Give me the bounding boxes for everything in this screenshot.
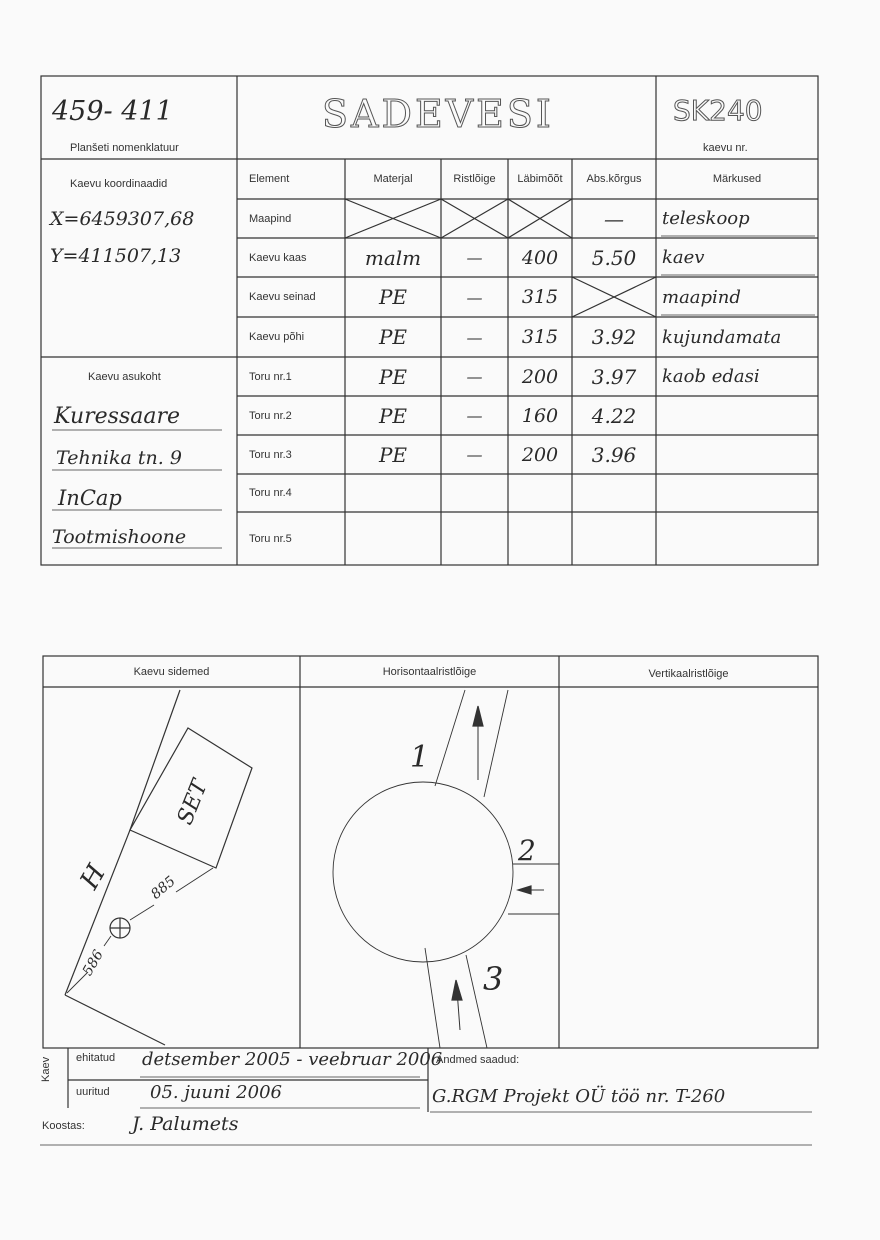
header-remarks: Märkused [712,173,762,185]
pipe-number: 2 [518,834,536,867]
distance-label: 885 [147,873,179,903]
material-cell: malm [364,245,422,270]
diameter-cell [508,199,572,238]
panel-label-connections: Kaevu sidemed [133,666,210,678]
remarks-cell: kujundamata [662,326,782,348]
nomenclature-label: Planšeti nomenklatuur [70,142,179,154]
pipe-number: 3 [483,960,504,998]
remarks-cell [656,474,818,512]
cross-section-cell: — [466,287,483,307]
element-cell: Kaevu kaas [249,251,307,264]
building-label: SET [172,776,214,829]
kaev-label: Kaev [40,1056,52,1082]
remarks-cell [656,512,818,565]
y-coordinate: Y=411507,13 [50,245,182,267]
cross-section-cell: — [466,327,483,347]
header-element: Element [249,173,290,185]
diameter-cell: 400 [521,246,559,269]
compiled-by-value: J. Palumets [132,1113,239,1135]
cross-section-cell: — [466,406,483,425]
wall-letter: H [74,859,113,895]
abs-height-cell [572,512,656,565]
form-title: SADEVESI [322,92,554,136]
element-cell: Kaevu seinad [249,291,316,303]
panel-label-vertical-section: Vertikaalristlõige [648,668,729,680]
element-cell: Kaevu põhi [249,331,305,343]
well-number-value: SK240 [673,94,763,127]
abs-height-cell: 3.96 [591,442,637,467]
built-value: detsember 2005 - veebruar 2006 [142,1049,443,1070]
location-line: Tehnika tn. 9 [56,447,182,469]
abs-height-cell: 3.92 [591,325,637,349]
location-line: Tootmishoone [52,526,187,548]
remarks-cell: kaev [662,247,705,268]
remarks-cell [656,435,818,474]
header-cross-section: Ristlõige [453,173,496,185]
element-cell: Toru nr.2 [249,409,292,422]
material-cell: PE [378,364,408,389]
data-source-label: Andmed saadud: [436,1054,520,1066]
location-label: Kaevu asukoht [88,371,161,383]
cross-section-cell [441,512,508,565]
location-line: Kuressaare [54,404,181,429]
material-cell [345,512,441,565]
remarks-cell [656,396,818,435]
cross-section-cell: — [466,445,483,464]
diameter-cell: 315 [521,326,559,348]
material-cell: PE [378,403,408,428]
distance-label: 586 [79,947,107,979]
element-cell: Toru nr.5 [249,532,292,545]
abs-height-cell: 3.97 [591,364,637,389]
material-cell: PE [378,325,408,349]
remarks-cell: teleskoop [662,208,750,229]
element-cell: Maapind [249,212,292,225]
diameter-cell: 160 [521,404,559,427]
abs-height-cell [572,277,656,317]
diameter-cell: 315 [521,286,559,308]
element-cell: Toru nr.3 [249,448,292,461]
header-abs-height: Abs.kõrgus [586,173,642,185]
abs-height-cell [572,474,656,512]
x-coordinate: X=6459307,68 [50,208,195,230]
element-cell: Toru nr.4 [249,487,292,499]
material-cell [345,199,441,238]
diameter-cell: 200 [521,365,559,388]
header-material: Materjal [373,173,413,185]
diameter-cell: 200 [521,443,559,466]
abs-height-cell: 5.50 [591,245,637,270]
remarks-cell: maapind [662,286,741,308]
material-cell [345,474,441,512]
location-line: InCap [58,486,122,510]
coordinates-label: Kaevu koordinaadid [70,178,168,190]
header-diameter: Läbimõõt [517,173,563,185]
nomenclature-value: 459- 411 [52,96,173,127]
surveyed-value: 05. juuni 2006 [150,1082,282,1103]
abs-height-cell: — [604,206,624,231]
cross-section-cell [441,199,508,238]
panel-label-horizontal-section: Horisontaalristlõige [382,666,477,678]
built-label: ehitatud [76,1052,116,1064]
abs-height-cell: 4.22 [591,403,637,428]
cross-section-cell: — [466,367,483,386]
pipe-number: 1 [410,740,430,775]
compiled-by-label: Koostas: [42,1120,85,1132]
surveyed-label: uuritud [76,1086,110,1098]
material-cell: PE [378,285,408,309]
cross-section-cell [441,474,508,512]
remarks-cell: kaob edasi [662,366,760,387]
element-cell: Toru nr.1 [249,370,292,383]
well-number-label: kaevu nr. [703,142,748,154]
diameter-cell [508,474,572,512]
data-source-value: G.RGM Projekt OÜ töö nr. T-260 [432,1086,726,1107]
diameter-cell [508,512,572,565]
cross-section-cell: — [466,248,483,267]
material-cell: PE [378,442,408,467]
